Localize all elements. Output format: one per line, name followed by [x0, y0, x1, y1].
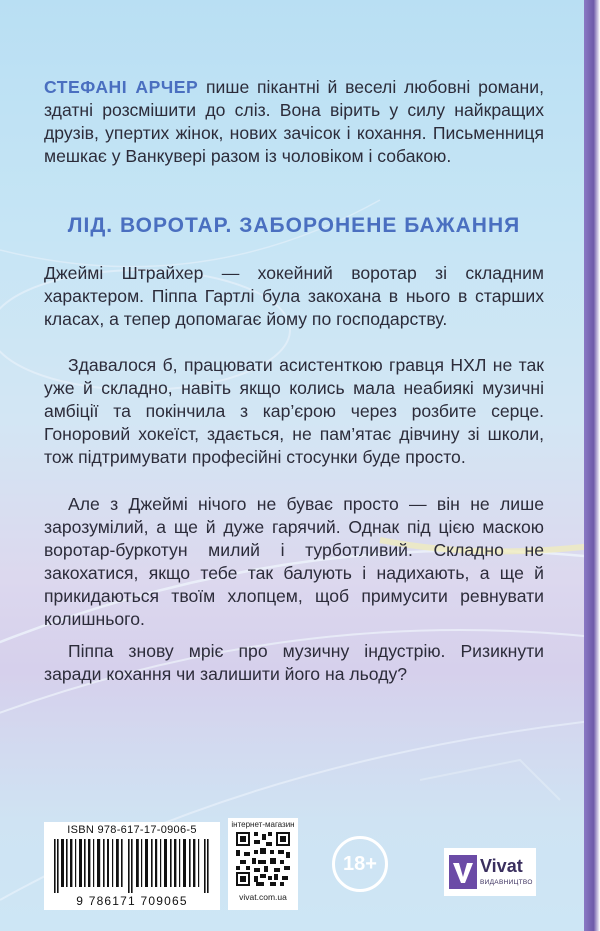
blurb-paragraph-4: Піппа знову мріє про музичну індустрію. Ризикнути заради кохання чи залишити його на льоду? [44, 641, 544, 684]
qr-code-icon [236, 832, 290, 886]
qr-url: vivat.com.ua [239, 892, 287, 902]
qr-code-block [228, 818, 298, 910]
author-bio-text: пише пікантні й веселі любовні романи, здатні розсмішити до сліз. Вона вірить у силу найкращих друзів, упертих жінок, нових зачісок і кохання. Письменниця мешкає у Ванкувері разом із чоловіком і собакою. [44, 77, 544, 166]
publisher-subtitle: ВИДАВНИЦТВО [480, 879, 533, 886]
isbn-barcode [44, 822, 220, 910]
blurb-paragraph-2: Здавалося б, працювати асистенткою гравця НХЛ не так уже й складно, навіть якщо колись мала неабиякі музичні амбіції та покінчила з кар’єрою через розбите серце. Гоноровий хокеїст, здається, не пам’ятає дівчину зі школи, тож підтримувати професійні стосунки буде просто. [44, 355, 544, 467]
age-rating-badge: 18+ [332, 836, 388, 892]
publisher-name: Vivat [480, 856, 523, 876]
tagline-heading: ЛІД. ВОРОТАР. ЗАБОРОНЕНЕ БАЖАННЯ [67, 214, 521, 237]
author-name: СТЕФАНІ АРЧЕР [44, 77, 199, 97]
barcode-icon [52, 839, 212, 893]
vivat-logo-icon [449, 855, 477, 889]
qr-label: інтернет-магазин [231, 820, 295, 829]
blurb-paragraph-3: Але з Джеймі нічого не буває просто — він не лише зарозумілий, а ще й дуже гарячий. Однак під цією маскою воротар-буркотун милий і турботливий. Складно не закохатися, якщо тебе так балують і надихають, а ще й прикидаються твоїм хлопцем, щоб примусити ревнувати колишнього. [44, 494, 544, 629]
book-spine-edge [584, 0, 600, 931]
author-bio [44, 76, 544, 168]
barcode-digits: 9 786171 709065 [76, 894, 188, 908]
blurb-paragraph-1: Джеймі Штрайхер — хокейний воротар зі складним характером. Піппа Гартлі була закохана в нього в старших класах, а тепер допомагає йому по господарству. [44, 263, 544, 329]
isbn-number: ISBN 978-617-17-0906-5 [67, 824, 197, 836]
publisher-logo [444, 848, 536, 896]
